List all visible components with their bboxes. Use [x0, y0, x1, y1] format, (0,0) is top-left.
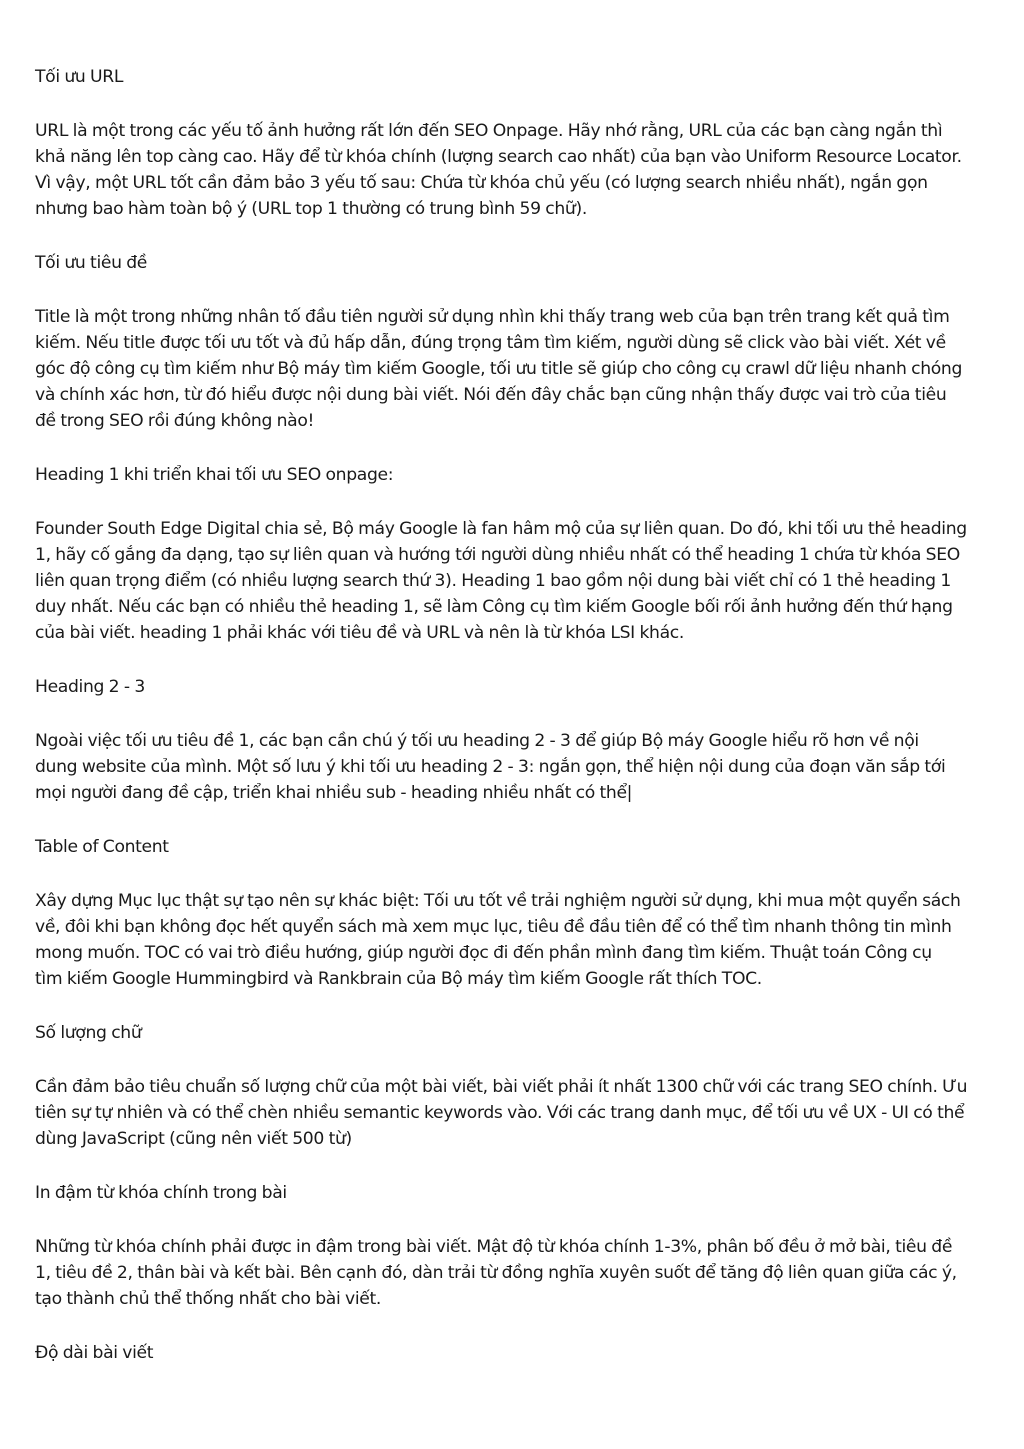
section-heading — [35, 834, 990, 860]
text-line: Xây dựng Mục lục thật sự tạo nên sự khác biệt: Tối ưu tốt về trải nghiệm người sử dụng, khi mua một quyển sách — [35, 891, 961, 911]
text-line: 1, tiêu đề 2, thân bài và kết bài. Bên cạnh đó, dàn trải từ đồng nghĩa xuyên suốt để tăng độ liên quan giữa các ý, — [35, 1263, 957, 1283]
section-heading — [35, 674, 990, 700]
document-body — [35, 64, 990, 1394]
body-paragraph — [35, 516, 990, 646]
text-line: và chính xác hơn, từ đó hiểu được nội dung bài viết. Nói đến đây chắc bạn cũng nhận thấy được vai trò của tiêu — [35, 385, 947, 405]
body-paragraph — [35, 1234, 990, 1312]
body-paragraph — [35, 728, 990, 806]
text-line: Heading 2 - 3 — [35, 677, 145, 697]
text-line: 1, hãy cố gắng đa dạng, tạo sự liên quan và hướng tới người dùng nhiều nhất có thể heading 1 chứa từ khóa SEO — [35, 545, 960, 565]
text-line: mong muốn. TOC có vai trò điều hướng, giúp người đọc đi đến phần mình đang tìm kiếm. Thuật toán Công cụ — [35, 943, 932, 963]
text-line: tiên sự tự nhiên và có thể chèn nhiều semantic keywords vào. Với các trang danh mục, để tối ưu về UX - UI có thể — [35, 1103, 965, 1123]
text-line: Tối ưu tiêu đề — [35, 253, 148, 273]
text-line: khả năng lên top càng cao. Hãy để từ khóa chính (lượng search cao nhất) của bạn vào Uniform Resource Locator. — [35, 147, 962, 167]
text-line: dùng JavaScript (cũng nên viết 500 từ) — [35, 1129, 352, 1149]
text-line: tìm kiếm Google Hummingbird và Rankbrain của Bộ máy tìm kiếm Google rất thích TOC. — [35, 969, 762, 989]
body-paragraph — [35, 118, 990, 222]
text-line: Độ dài bài viết — [35, 1343, 154, 1363]
text-line: Table of Content — [35, 837, 169, 857]
text-line: URL là một trong các yếu tố ảnh hưởng rất lớn đến SEO Onpage. Hãy nhớ rằng, URL của các bạn càng ngắn thì — [35, 121, 943, 141]
text-line: về, đôi khi bạn không đọc hết quyển sách mà xem mục lục, tiêu đề đầu tiên để có thể tìm nhanh thông tin mình — [35, 917, 952, 937]
section-heading — [35, 1340, 990, 1366]
text-line: Founder South Edge Digital chia sẻ, Bộ máy Google là fan hâm mộ của sự liên quan. Do đó, khi tối ưu thẻ heading — [35, 519, 967, 539]
text-line: mọi người đang đề cập, triển khai nhiều sub - heading nhiều nhất có thể| — [35, 783, 633, 803]
text-line: Tối ưu URL — [35, 67, 124, 87]
text-line: nhưng bao hàm toàn bộ ý (URL top 1 thường có trung bình 59 chữ). — [35, 199, 587, 219]
text-line: tạo thành chủ thể thống nhất cho bài viết. — [35, 1289, 381, 1309]
section-heading — [35, 64, 990, 90]
body-paragraph — [35, 304, 990, 434]
section-heading — [35, 462, 990, 488]
text-line: Title là một trong những nhân tố đầu tiên người sử dụng nhìn khi thấy trang web của bạn trên trang kết quả tìm — [35, 307, 950, 327]
text-line: In đậm từ khóa chính trong bài — [35, 1183, 287, 1203]
text-line: góc độ công cụ tìm kiếm như Bộ máy tìm kiếm Google, tối ưu title sẽ giúp cho công cụ crawl dữ liệu nhanh chóng — [35, 359, 963, 379]
text-line: đề trong SEO rồi đúng không nào! — [35, 411, 315, 431]
text-line: dung website của mình. Một số lưu ý khi tối ưu heading 2 - 3: ngắn gọn, thể hiện nội dung của đoạn văn sắp tới — [35, 757, 946, 777]
text-line: Heading 1 khi triển khai tối ưu SEO onpage: — [35, 465, 394, 485]
text-line: Vì vậy, một URL tốt cần đảm bảo 3 yếu tố sau: Chứa từ khóa chủ yếu (có lượng search nhiều nhất), ngắn gọn — [35, 173, 928, 193]
text-line: Số lượng chữ — [35, 1023, 142, 1043]
text-line: Cần đảm bảo tiêu chuẩn số lượng chữ của một bài viết, bài viết phải ít nhất 1300 chữ với các trang SEO chính. Ưu — [35, 1077, 968, 1097]
section-heading — [35, 250, 990, 276]
section-heading — [35, 1020, 990, 1046]
body-paragraph — [35, 1074, 990, 1152]
text-line: kiếm. Nếu title được tối ưu tốt và đủ hấp dẫn, đúng trọng tâm tìm kiếm, người dùng sẽ click vào bài viết. Xét về — [35, 333, 946, 353]
section-heading — [35, 1180, 990, 1206]
body-paragraph — [35, 888, 990, 992]
text-line: của bài viết. heading 1 phải khác với tiêu đề và URL và nên là từ khóa LSI khác. — [35, 623, 684, 643]
text-line: duy nhất. Nếu các bạn có nhiều thẻ heading 1, sẽ làm Công cụ tìm kiếm Google bối rối ảnh hưởng đến thứ hạng — [35, 597, 953, 617]
text-line: liên quan trọng điểm (có nhiều lượng search thứ 3). Heading 1 bao gồm nội dung bài viết chỉ có 1 thẻ heading 1 — [35, 571, 951, 591]
text-line: Ngoài việc tối ưu tiêu đề 1, các bạn cần chú ý tối ưu heading 2 - 3 để giúp Bộ máy Google hiểu rõ hơn về nội — [35, 731, 919, 751]
text-line: Những từ khóa chính phải được in đậm trong bài viết. Mật độ từ khóa chính 1-3%, phân bố đều ở mở bài, tiêu đề — [35, 1237, 953, 1257]
